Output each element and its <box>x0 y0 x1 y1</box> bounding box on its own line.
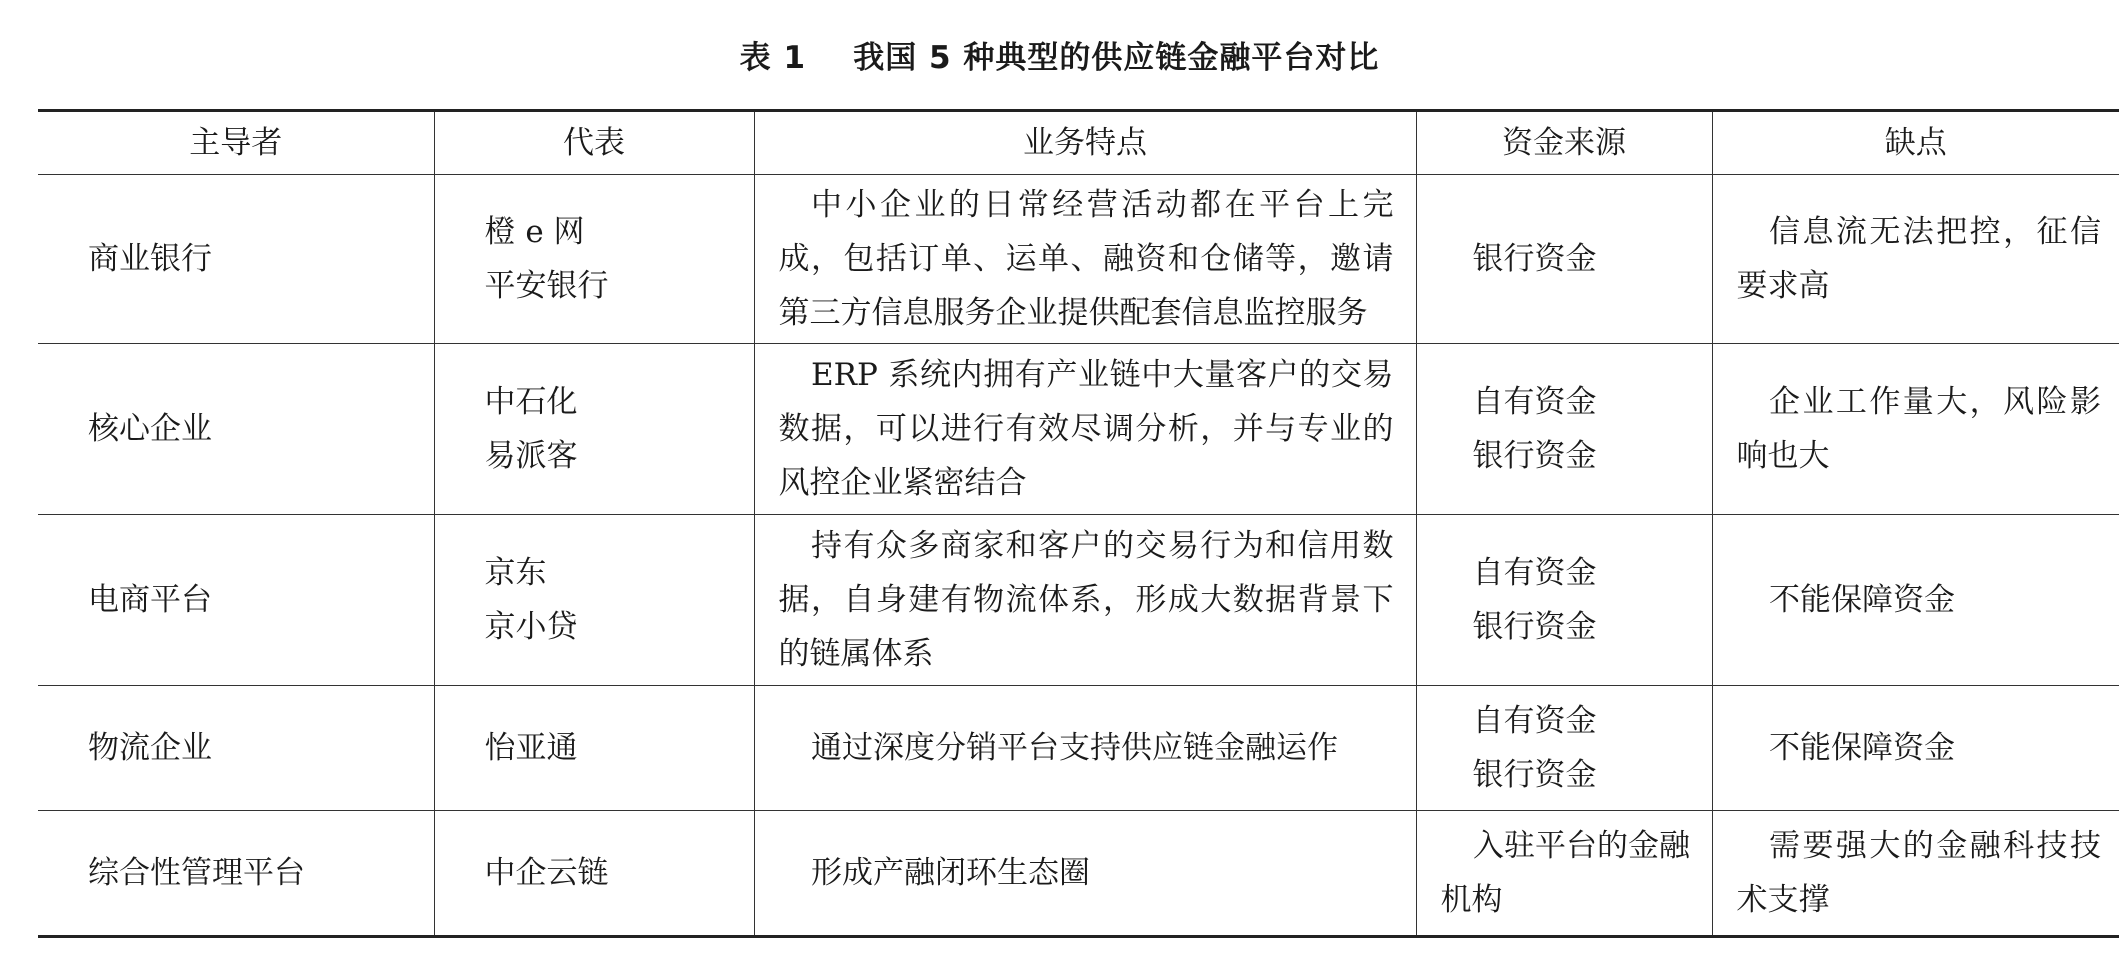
leader-cell: 核心企业 <box>38 344 434 515</box>
funding-cell: 银行资金 <box>1416 175 1712 344</box>
leader-cell: 商业银行 <box>38 175 434 344</box>
table-row <box>38 686 2119 811</box>
features-cell: ERP 系统内拥有产业链中大量客户的交易数据，可以进行有效尽调分析，并与专业的风控企业紧密结合 <box>754 344 1416 515</box>
platform-comparison-table <box>38 109 2119 938</box>
funding-cell: 自有资金 银行资金 <box>1416 686 1712 811</box>
table-row <box>38 811 2119 937</box>
representative-cell: 橙 e 网 平安银行 <box>434 175 754 344</box>
funding-cell: 入驻平台的金融机构 <box>1416 811 1712 937</box>
leader-cell: 综合性管理平台 <box>38 811 434 937</box>
funding-cell: 自有资金 银行资金 <box>1416 515 1712 686</box>
drawback-cell: 需要强大的金融科技技术支撑 <box>1712 811 2119 937</box>
representative-cell: 怡亚通 <box>434 686 754 811</box>
leader-cell: 物流企业 <box>38 686 434 811</box>
table-caption: 表 1 我国 5 种典型的供应链金融平台对比 <box>739 40 1380 76</box>
drawback-cell: 信息流无法把控，征信要求高 <box>1712 175 2119 344</box>
table-row <box>38 175 2119 344</box>
drawback-cell: 不能保障资金 <box>1712 686 2119 811</box>
header-features: 业务特点 <box>754 111 1416 175</box>
table-row <box>38 515 2119 686</box>
header-leader: 主导者 <box>38 111 434 175</box>
drawback-cell: 企业工作量大，风险影响也大 <box>1712 344 2119 515</box>
funding-cell: 自有资金 银行资金 <box>1416 344 1712 515</box>
representative-cell: 中石化 易派客 <box>434 344 754 515</box>
header-funding: 资金来源 <box>1416 111 1712 175</box>
header-drawback: 缺点 <box>1712 111 2119 175</box>
features-cell: 通过深度分销平台支持供应链金融运作 <box>754 686 1416 811</box>
header-representative: 代表 <box>434 111 754 175</box>
features-cell: 中小企业的日常经营活动都在平台上完成，包括订单、运单、融资和仓储等，邀请第三方信息服务企业提供配套信息监控服务 <box>754 175 1416 344</box>
leader-cell: 电商平台 <box>38 515 434 686</box>
features-cell: 形成产融闭环生态圈 <box>754 811 1416 937</box>
header-row <box>38 111 2119 175</box>
table-row <box>38 344 2119 515</box>
features-cell: 持有众多商家和客户的交易行为和信用数据，自身建有物流体系，形成大数据背景下的链属体系 <box>754 515 1416 686</box>
drawback-cell: 不能保障资金 <box>1712 515 2119 686</box>
representative-cell: 中企云链 <box>434 811 754 937</box>
representative-cell: 京东 京小贷 <box>434 515 754 686</box>
